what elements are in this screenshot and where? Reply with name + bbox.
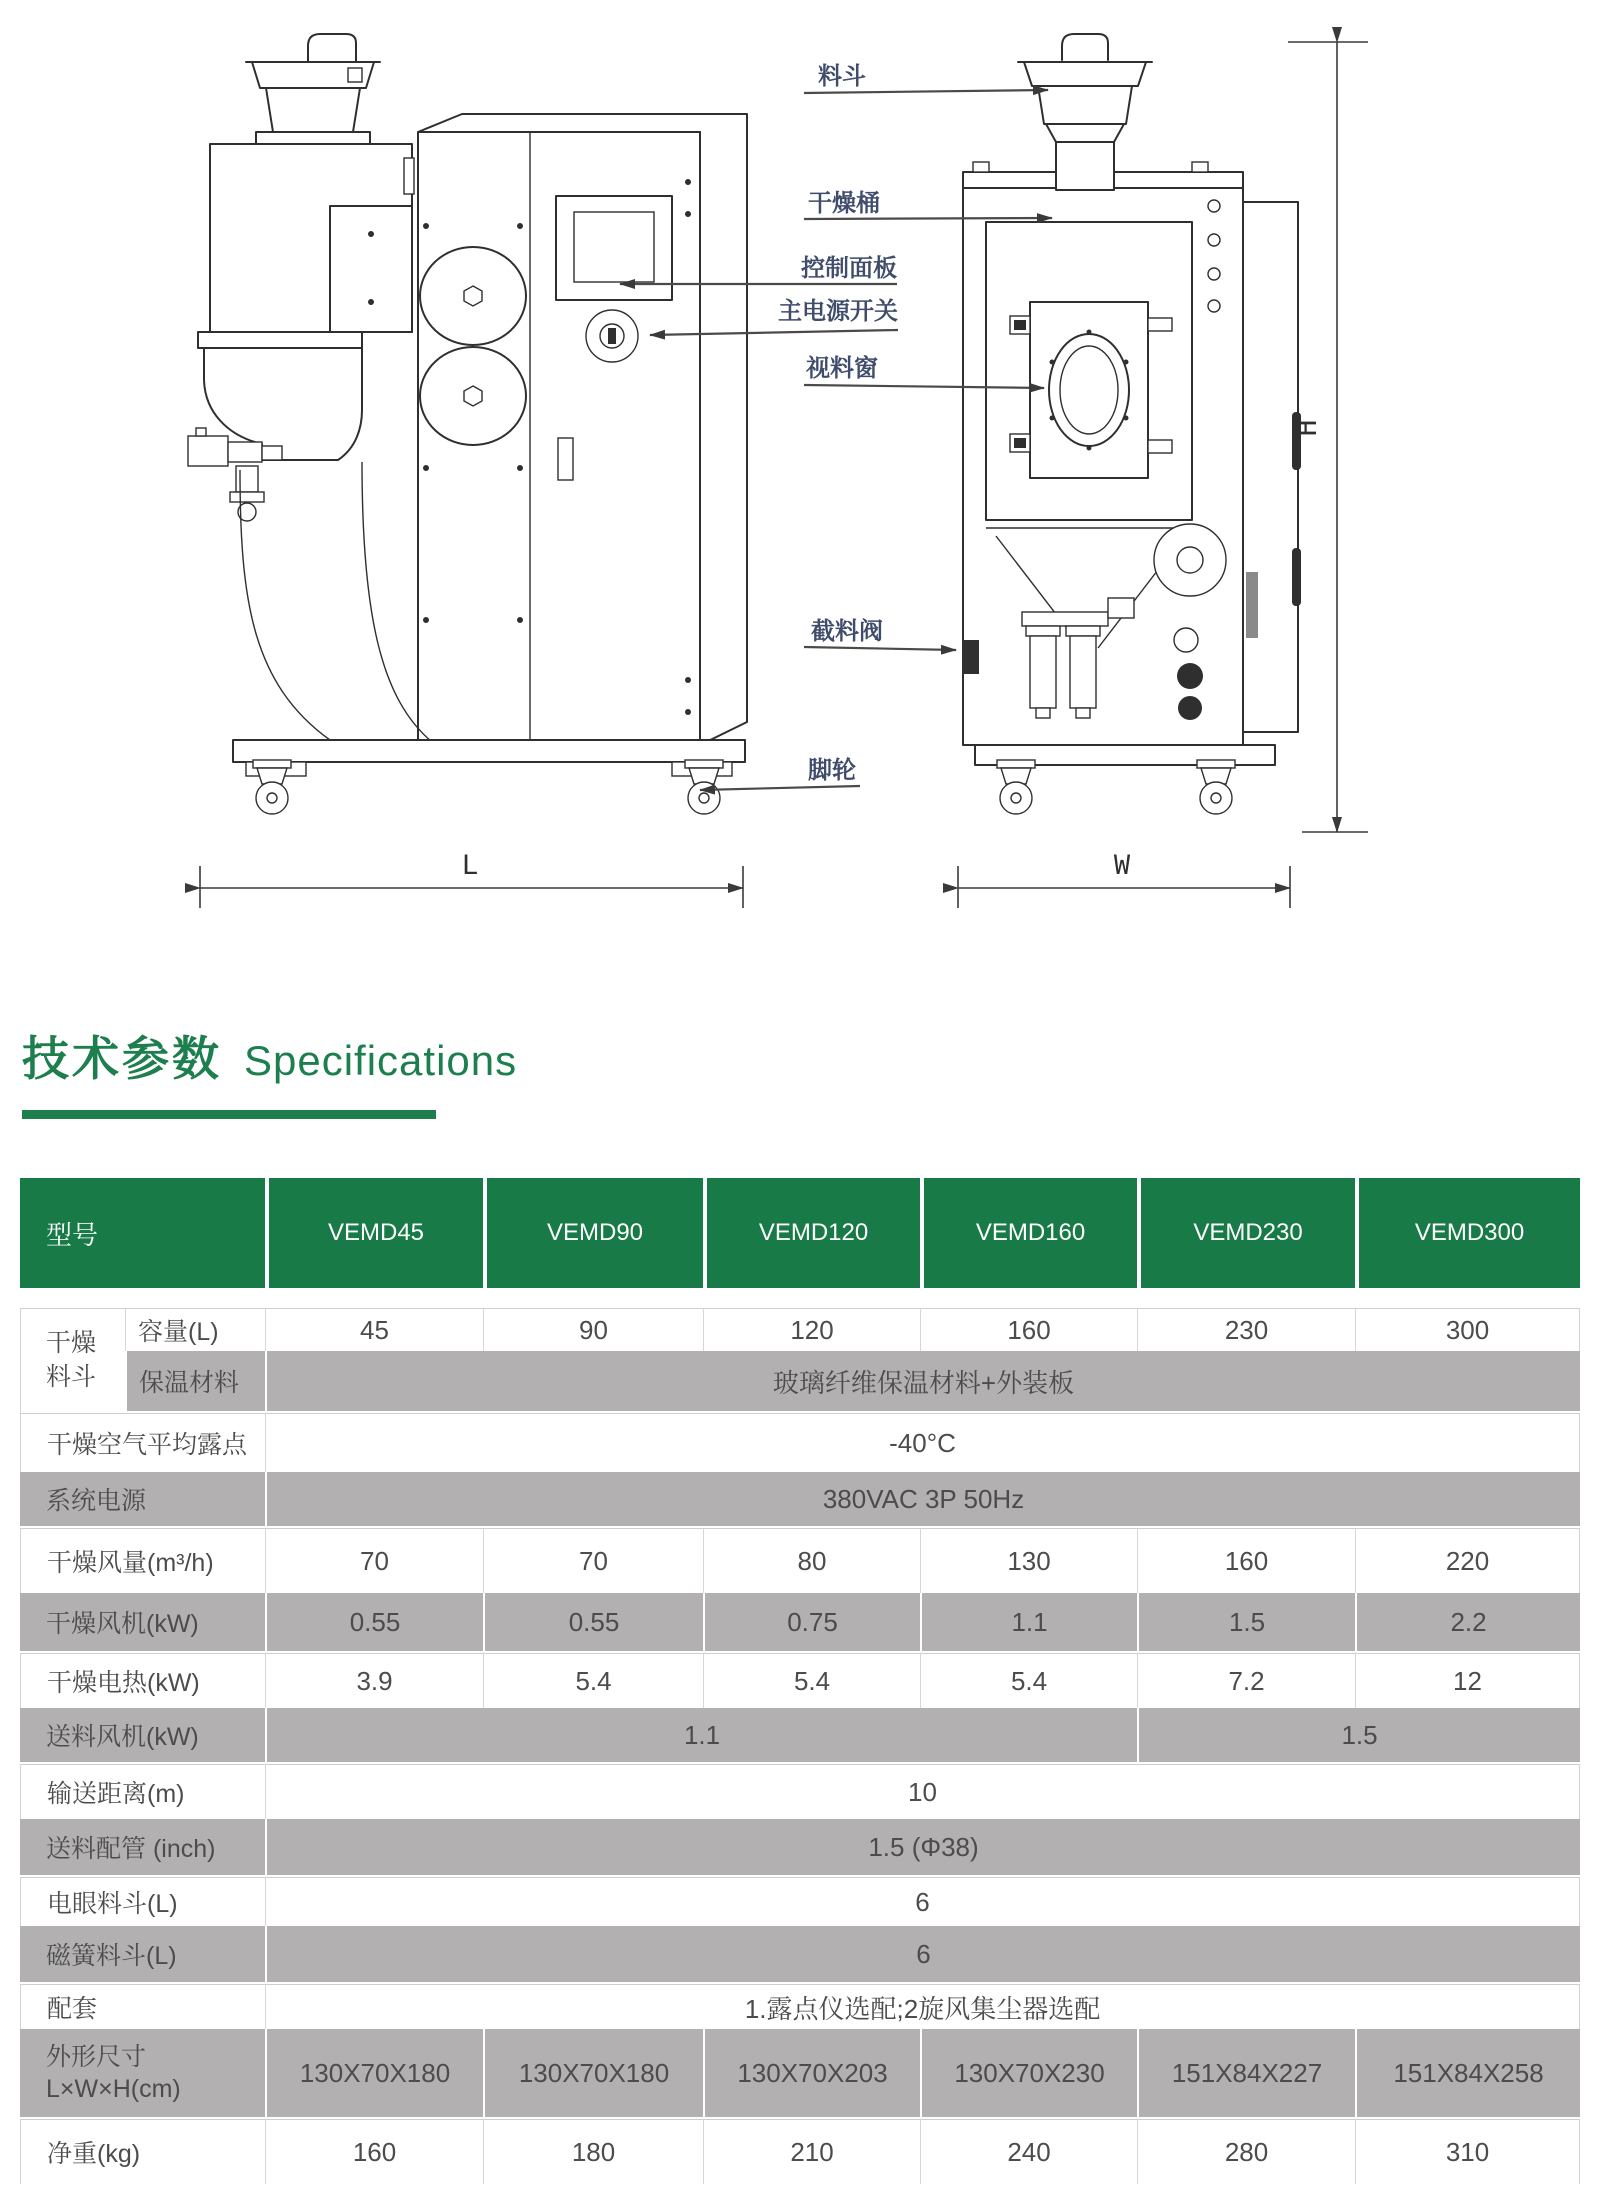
callout-shut-off-valve: 截料阀: [811, 618, 883, 645]
dim-label-length: L: [461, 850, 479, 881]
value-cell: 151X84X258: [1355, 2029, 1580, 2119]
value-cell: 70: [483, 1528, 703, 1593]
value-cell: 5.4: [703, 1653, 920, 1708]
value-cell: 1.1: [265, 1708, 1137, 1764]
callout-hopper: 料斗: [818, 63, 866, 90]
left-hopper: [246, 34, 380, 144]
row-label-airflow: 干燥风量(m³/h): [20, 1528, 265, 1593]
value-cell: 240: [920, 2119, 1137, 2184]
value-cell: 310: [1355, 2119, 1580, 2184]
value-cell: -40°C: [265, 1413, 1580, 1472]
caster-wheel: [685, 760, 723, 814]
value-cell: 玻璃纤维保温材料+外装板: [265, 1351, 1580, 1413]
value-cell: 280: [1137, 2119, 1355, 2184]
row-convey-fan: [20, 1708, 1580, 1764]
value-cell: 300: [1355, 1308, 1580, 1351]
callout-drying-barrel: 干燥桶: [808, 190, 880, 217]
leader-line: [804, 218, 1052, 219]
value-cell: 80: [703, 1528, 920, 1593]
header-model-label: 型号: [20, 1178, 265, 1288]
row-accessories: [20, 1984, 1580, 2029]
value-cell: 6: [265, 1877, 1580, 1926]
header-model: VEMD45: [265, 1178, 483, 1288]
row-dimensions: [20, 2029, 1580, 2119]
specifications-table: [20, 1178, 1580, 2184]
value-cell: 90: [483, 1308, 703, 1351]
value-cell: 130X70X180: [483, 2029, 703, 2119]
value-cell: 1.1: [920, 1593, 1137, 1653]
value-cell: 6: [265, 1926, 1580, 1984]
section-header: [22, 1022, 517, 1089]
value-cell: 230: [1137, 1308, 1355, 1351]
dim-label-height: H: [1292, 419, 1323, 437]
technical-drawing: [0, 0, 1600, 960]
value-cell: 0.55: [265, 1593, 483, 1653]
row-weight: [20, 2119, 1580, 2184]
row-insulation: [20, 1351, 1580, 1413]
value-cell: 380VAC 3P 50Hz: [265, 1472, 1580, 1528]
shut-off-valve: [963, 640, 979, 674]
row-label-accessories: 配套: [20, 1984, 265, 2029]
row-label-dew-point: 干燥空气平均露点: [20, 1413, 265, 1472]
value-cell: 3.9: [265, 1653, 483, 1708]
value-cell: 220: [1355, 1528, 1580, 1593]
value-cell: 7.2: [1137, 1653, 1355, 1708]
section-title-en: Specifications: [244, 1037, 518, 1084]
value-cell: 12: [1355, 1653, 1580, 1708]
row-label-photo-hopper: 电眼料斗(L): [20, 1877, 265, 1926]
row-power: [20, 1472, 1580, 1528]
row-dew-point: [20, 1413, 1580, 1472]
value-cell: 160: [265, 2119, 483, 2184]
header-model: VEMD90: [483, 1178, 703, 1288]
value-cell: 160: [920, 1308, 1137, 1351]
caster-wheel: [997, 760, 1035, 814]
main-power-switch: [586, 310, 638, 362]
value-cell: 130X70X230: [920, 2029, 1137, 2119]
callout-viewing-window: 视料窗: [806, 355, 878, 382]
value-cell: 130X70X180: [265, 2029, 483, 2119]
value-cell: 45: [265, 1308, 483, 1351]
row-label-convey-fan: 送料风机(kW): [20, 1708, 265, 1764]
row-label-reed-hopper: 磁簧料斗(L): [20, 1926, 265, 1984]
header-model: VEMD120: [703, 1178, 920, 1288]
row-capacity: [20, 1308, 1580, 1351]
row-photo-hopper: [20, 1877, 1580, 1926]
value-cell: 5.4: [483, 1653, 703, 1708]
discharge-assembly: [188, 428, 282, 521]
row-label-insulation: 保温材料: [125, 1351, 265, 1413]
dimensions-label-line1: 外形尺寸: [46, 2042, 147, 2071]
machine-side-view: [963, 34, 1301, 814]
callout-caster: 脚轮: [808, 757, 856, 784]
header-row: [20, 1178, 1580, 1288]
row-label-dimensions: [20, 2029, 265, 2119]
value-cell: 1.露点仪选配;2旋风集尘器选配: [265, 1984, 1580, 2029]
row-label-distance: 输送距离(m): [20, 1764, 265, 1819]
row-pipe: [20, 1819, 1580, 1877]
row-label-weight: 净重(kg): [20, 2119, 265, 2184]
value-cell: 130: [920, 1528, 1137, 1593]
leader-line: [804, 647, 956, 650]
row-label-hopper-group: [20, 1308, 125, 1413]
hopper-group-text: 干燥料斗: [46, 1329, 97, 1391]
right-hopper: [1018, 34, 1152, 190]
machine-diagram-svg: [0, 0, 1600, 960]
row-distance: [20, 1764, 1580, 1819]
dimensions-label-line2: L×W×H(cm): [46, 2075, 181, 2103]
value-cell: 1.5: [1137, 1708, 1580, 1764]
header-model: VEMD300: [1355, 1178, 1580, 1288]
value-cell: 151X84X227: [1137, 2029, 1355, 2119]
row-airflow: [20, 1528, 1580, 1593]
value-cell: 120: [703, 1308, 920, 1351]
leader-line: [804, 90, 1048, 93]
row-label-pipe: 送料配管 (inch): [20, 1819, 265, 1877]
value-cell: 0.55: [483, 1593, 703, 1653]
machine-front-view: [188, 34, 747, 814]
value-cell: 1.5: [1137, 1593, 1355, 1653]
callout-main-power-switch: 主电源开关: [778, 298, 898, 325]
section-title-zh: 技术参数: [22, 1032, 222, 1085]
spacer-row: [20, 1288, 1580, 1308]
value-cell: 160: [1137, 1528, 1355, 1593]
value-cell: 180: [483, 2119, 703, 2184]
row-heater: [20, 1653, 1580, 1708]
row-reed-hopper: [20, 1926, 1580, 1984]
row-label-heater: 干燥电热(kW): [20, 1653, 265, 1708]
value-cell: 1.5 (Φ38): [265, 1819, 1580, 1877]
row-label-capacity: 容量(L): [125, 1308, 265, 1351]
drying-barrel-door: [1010, 302, 1172, 478]
row-dry-fan: [20, 1593, 1580, 1653]
value-cell: 70: [265, 1528, 483, 1593]
callout-control-panel: 控制面板: [801, 255, 897, 282]
row-label-power: 系统电源: [20, 1472, 265, 1528]
caster-wheel: [253, 760, 291, 814]
header-model: VEMD230: [1137, 1178, 1355, 1288]
leader-line: [700, 786, 860, 790]
caster-wheel: [1197, 760, 1235, 814]
value-cell: 130X70X203: [703, 2029, 920, 2119]
value-cell: 210: [703, 2119, 920, 2184]
section-title-underline: [22, 1110, 436, 1119]
value-cell: 10: [265, 1764, 1580, 1819]
value-cell: 2.2: [1355, 1593, 1580, 1653]
row-label-dry-fan: 干燥风机(kW): [20, 1593, 265, 1653]
value-cell: 0.75: [703, 1593, 920, 1653]
header-model: VEMD160: [920, 1178, 1137, 1288]
dim-label-width: W: [1113, 850, 1131, 881]
value-cell: 5.4: [920, 1653, 1137, 1708]
